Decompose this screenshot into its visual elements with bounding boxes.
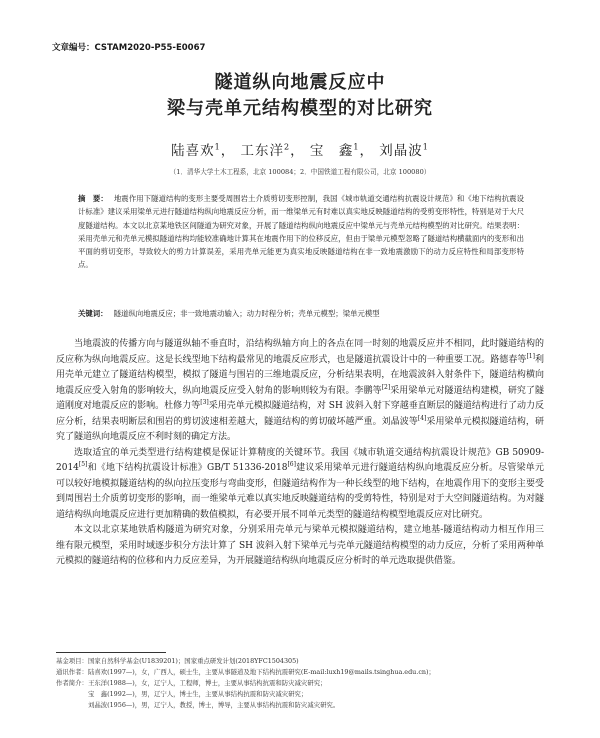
paragraph-2	[56, 446, 544, 524]
author-name: 工东洋	[240, 143, 284, 159]
keywords-label: 关键词：	[78, 309, 108, 318]
citation-ref: [1]	[526, 352, 535, 360]
author-separator: ，	[359, 143, 374, 159]
citation-ref: [5]	[78, 461, 88, 468]
footnote-author-bio: 作者简介：王东洋(1988—)，女，辽宁人，工程师，博士，主要从事结构抗震和防灾减灾研究；	[56, 679, 327, 687]
paragraph-1	[56, 337, 544, 446]
footnotes	[56, 656, 544, 711]
affiliation: （1．清华大学土木工程系，北京 100084；2．中国铁道工程有限公司，北京 100080）	[169, 168, 431, 176]
text-run: 采用壳单元模拟隧道结构，对 SH 波斜入射下穿越垂直断层的隧道结构进行了动力反应分析，结果表明断层和围岩的剪切波速相差越大，隧道结构的剪切破坏越严重。刘晶波等	[56, 401, 544, 427]
abstract-label: 摘 要：	[78, 194, 108, 203]
article-id: 文章编号：CSTAM2020-P55-E0067	[52, 43, 206, 53]
body-text	[56, 337, 544, 570]
footnote-author-bio: 刘晶波(1956—)，男，辽宁人，教授，博士，博导，主要从事结构抗震和防灾减灾研究。	[56, 701, 340, 709]
keywords-text: 隧道纵向地震反应；非一致地震动输入；动力时程分析；壳单元模型；梁单元模型	[113, 309, 380, 318]
footnote-divider	[56, 652, 166, 653]
footnote-corresponding: 通讯作者：陆喜欢(1997—)，女，广西人，硕士生，主要从事隧道及地下结构抗震研究(E-mail:luxh19@mails.tsinghua.edu.cn)；	[56, 668, 435, 676]
text-run: 选取适宜的单元类型进行结构建模是保证计算精度的关键环节。我国《城市轨道交通结构抗震设计规范》GB 50909-2014	[56, 447, 544, 473]
citation-ref: [4]	[417, 414, 427, 422]
author-affiliation-mark: 2	[284, 142, 291, 152]
footnote-funding: 基金项目：国家自然科学基金(U1839201)；国家重点研发计划(2018YFC1504305)	[56, 657, 299, 665]
author-name: 陆喜欢	[171, 143, 215, 159]
abstract	[78, 192, 524, 272]
paragraph-3: 本文以北京某地铁盾构隧道为研究对象，分别采用壳单元与梁单元模拟隧道结构，建立地基-隧道结构动力相互作用三维有限元模型，采用时域逐步积分方法计算了 SH 波斜入射下梁单元与壳单元隧道结构模型的动力反应，分析了采用两种单元模拟的隧道结构的位移和内力反应差异，为开展隧道结构纵向地震反应分析时的单元选取提供借鉴。	[56, 525, 544, 566]
author-affiliation-mark: 1	[214, 142, 221, 152]
author-affiliation-mark: 1	[353, 142, 360, 152]
author-list	[0, 139, 600, 159]
author-name: 刘晶波	[379, 143, 423, 159]
text-run: 建议采用梁单元进行隧道结构纵向地震反应分析。尽管梁单元可以较好地模拟隧道结构的纵向拉压变形与弯曲变形，但隧道结构作为一种长线型的地下结构，在地震作用下的变形主要受到周围岩土介质剪切变形的影响，而一维梁单元难以真实地反映隧道结构的受剪特性，特别是对于大空间隧道结构。为对隧道结构纵向地震反应进行更加精确的数值模拟，有必要开展不同单元类型的隧道结构模型地震反应对比研究。	[56, 463, 544, 520]
citation-ref: [3]	[200, 399, 209, 406]
author-name: 宝 鑫	[309, 143, 354, 159]
footnote-author-bio: 宝 鑫(1992—)，男，辽宁人，博士生，主要从事结构抗震和防灾减灾研究；	[56, 690, 308, 698]
citation-ref: [2]	[381, 383, 391, 391]
text-run: 和《地下结构抗震设计标准》GB/T 51336-2018	[87, 463, 288, 473]
text-run: 采用梁单元对隧道结构建模，研究了隧道刚度对地震反应的影响。杜修力等	[56, 385, 544, 411]
title-line-1: 隧道纵向地震反应中	[214, 72, 386, 93]
text-run: 采用梁单元模拟隧道结构，研究了隧道纵向地震反应不利时刻的确定方法。	[56, 416, 544, 442]
text-run: 当地震波的传播方向与隧道纵轴不垂直时，沿结构纵轴方向上的各点在同一时刻的地震反应并不相同，此时隧道结构的反应称为纵向地震反应。这是长线型地下结构最常见的地震反应形式，也是隧道抗震设计中的一种重要工况。路德春等	[56, 339, 544, 365]
citation-ref: [6]	[287, 461, 296, 468]
title-line-2: 梁与壳单元结构模型的对比研究	[167, 98, 433, 119]
abstract-text: 地震作用下隧道结构的变形主要受周围岩土介质剪切变形控制，我国《城市轨道交通结构抗震设计规范》和《地下结构抗震设计标准》建议采用梁单元进行隧道结构纵向地震反应分析，而一维梁单元有时难以真实地反映隧道结构的受剪变形特性，特别是对于大尺度隧道结构。本文以北京某地铁区间隧道为研究对象，开展了隧道结构纵向地震反应中梁单元与壳单元结构模型的对比研究。结果表明：采用壳单元和壳单元模拟隧道结构均能较准确地计算其在地震作用下的位移反应，但由于梁单元模型忽略了隧道结构横截面内的变形和出平面的剪切变形，导致较大的剪力计算误差，采用壳单元能更为真实地反映隧道结构在非一致地震激励下的动力反应特性和局部变形特点。	[78, 194, 524, 270]
author-separator: ，	[290, 143, 305, 159]
keywords	[78, 308, 524, 319]
author-affiliation-mark: 1	[422, 142, 429, 152]
text-run: 利用壳单元建立了隧道结构模型，模拟了隧道与围岩的三维地震反应，分析结果表明，在地震波斜入射条件下，隧道结构横向地震反应受入射角的影响较大，纵向地震反应受入射角的影响则较为有限。李鹏等	[56, 354, 544, 396]
author-separator: ，	[220, 143, 236, 159]
